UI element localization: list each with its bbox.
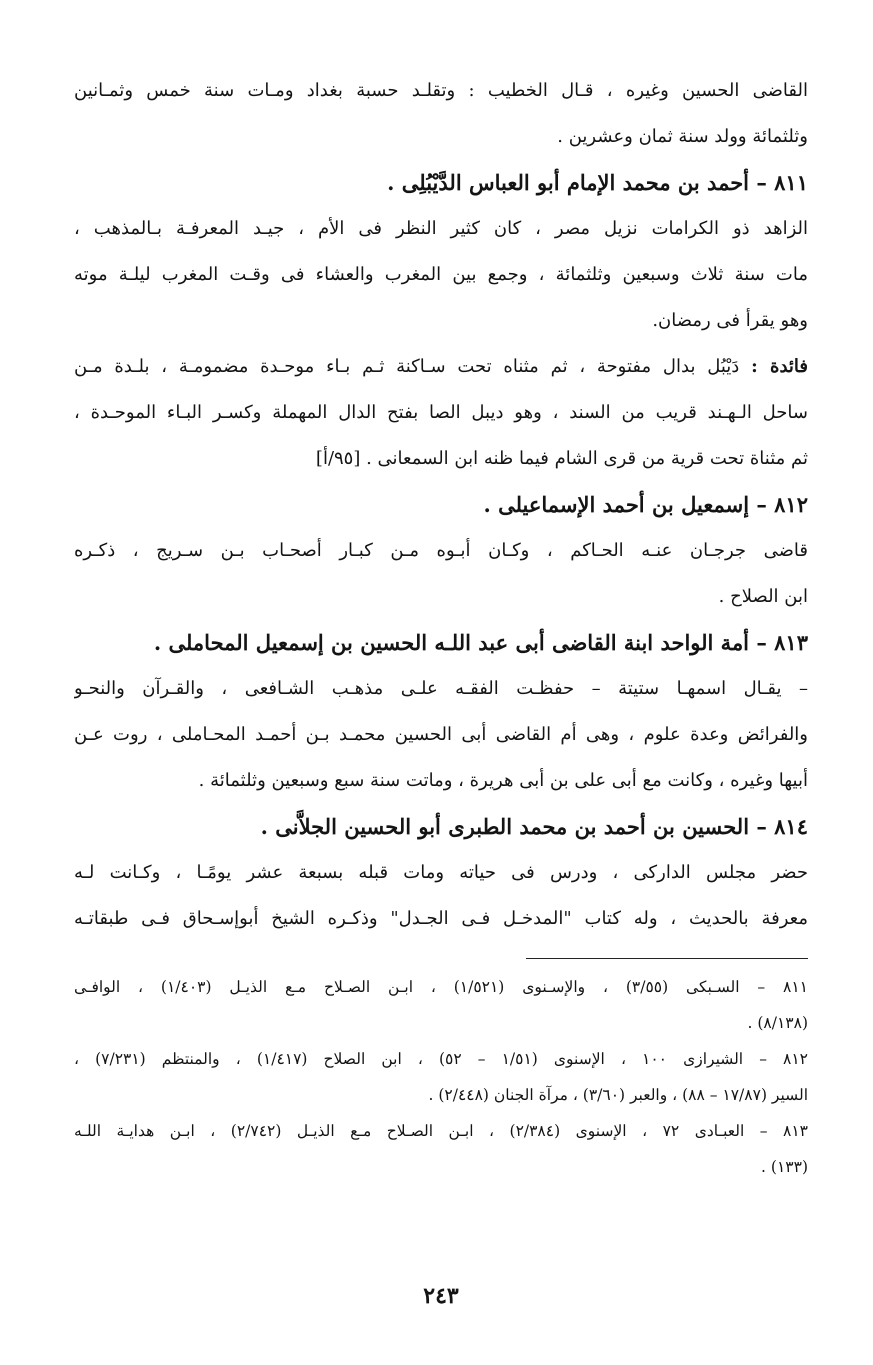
footnote-line: ٨١٣ – العبـادى ٧٢ ، الإسنوى (٢/٣٨٤) ، ابـن الصـلاح مـع الذيـل (٢/٧٤٢) ، ابـن هدايـة اللـه	[74, 1122, 808, 1140]
page-number: ٢٤٣	[423, 1283, 459, 1309]
text-line: – يقـال اسمهـا ستيتة – حفظـت الفقـه علـى مذهـب الشـافعى ، والقـرآن والنحـو	[74, 678, 808, 699]
entry-heading: ٨١١ – أحمد بن محمد الإمام أبو العباس الدَّيْبُلِى .	[387, 170, 808, 195]
entry-heading: ٨١٣ – أمة الواحد ابنة القاضى أبى عبد اللـه الحسين بن إسمعيل المحاملى .	[153, 630, 808, 655]
footnote-divider	[526, 958, 808, 959]
text-line: الزاهد ذو الكرامات نزيل مصر ، كان كثير النظر فى الأم ، جيـد المعرفـة بـالمذهب ،	[74, 218, 808, 239]
footnote-813	[74, 1113, 808, 1185]
faida-label: فائدة :	[751, 356, 808, 377]
text-line: ثم مثناة تحت قرية من قرى الشام فيما ظنه ابن السمعانى . [٩٥/أ]	[315, 448, 808, 469]
entry-812	[74, 482, 808, 620]
text-line: قاضى جرجـان عنـه الحـاكم ، وكـان أبـوه مـن كبـار أصحـاب بـن سـريج ، ذكـره	[74, 540, 808, 561]
footnote-811	[74, 969, 808, 1041]
text-line: القاضى الحسين وغيره ، قـال الخطيب : وتقلـد حسبة بغداد ومـات سنة خمس وثمـانين	[74, 80, 808, 101]
faida-text: دَيْبُل بدال مفتوحة ، ثم مثناه تحت سـاكنة ثـم بـاء موحـدة مضمومـة ، بلـدة مـن	[74, 356, 740, 377]
text-line: وهو يقرأ فى رمضان.	[652, 310, 808, 331]
book-page	[74, 68, 808, 1358]
text-line: ساحل الـهـند قريب من السند ، وهو ديبل الصا بفتح الدال المهملة وكسـر البـاء الموحـدة ،	[74, 402, 808, 423]
footnote-812	[74, 1041, 808, 1113]
text-line: مات سنة ثلاث وسبعين وثلثمائة ، وجمع بين المغرب والعشاء فى وقـت المغرب ليلـة موته	[74, 264, 808, 285]
text-line: حضر مجلس الداركى ، ودرس فى حياته ومات قبله بسبعة عشر يومًـا ، وكـانت لـه	[74, 862, 808, 883]
entry-814	[74, 804, 808, 942]
footnotes	[74, 969, 808, 1185]
text-line: وثلثمائة وولد سنة ثمان وعشرين .	[557, 126, 808, 147]
entry-heading: ٨١٢ – إسمعيل بن أحمد الإسماعيلى .	[483, 492, 808, 517]
footnote-line: ٨١١ – السـبكى (٣/٥٥) ، والإسـنوى (١/٥٢١) ، ابـن الصـلاح مـع الذيـل (١/٤٠٣) ، الوافـى	[74, 978, 808, 996]
spacer	[74, 942, 808, 958]
intro-paragraph	[74, 68, 808, 160]
footnote-line: ٨١٢ – الشيرازى ١٠٠ ، الإسنوى (١/٥١ – ٥٢) ، ابن الصلاح (١/٤١٧) ، والمنتظم (٧/٢٣١) ،	[74, 1050, 808, 1068]
footnote-line: (١٣٣) .	[761, 1158, 808, 1176]
text-line: والفرائض وعدة علوم ، وهى أم القاضى أبى الحسين محمـد بـن أحمـد المحـاملى ، روت عـن	[74, 724, 808, 745]
footnote-line: السير (١٧/٨٧ – ٨٨) ، والعبر (٣/٦٠) ، مرآة الجنان (٢/٤٤٨) .	[428, 1086, 808, 1104]
text-line: معرفة بالحديث ، وله كتاب "المدخـل فـى الجـدل" وذكـره الشيخ أبوإسـحاق فـى طبقاتـه	[74, 908, 808, 929]
text-line: أبيها وغيره ، وكانت مع أبى على بن أبى هريرة ، وماتت سنة سبع وسبعين وثلثمائة .	[198, 770, 808, 791]
entry-811	[74, 160, 808, 482]
entry-813	[74, 620, 808, 804]
faida-line	[74, 344, 808, 390]
footnote-line: (٨/١٣٨) .	[747, 1014, 808, 1032]
entry-heading: ٨١٤ – الحسين بن أحمد بن محمد الطبرى أبو الحسين الجلاَّنى .	[260, 814, 808, 839]
text-line: ابن الصلاح .	[718, 586, 808, 607]
